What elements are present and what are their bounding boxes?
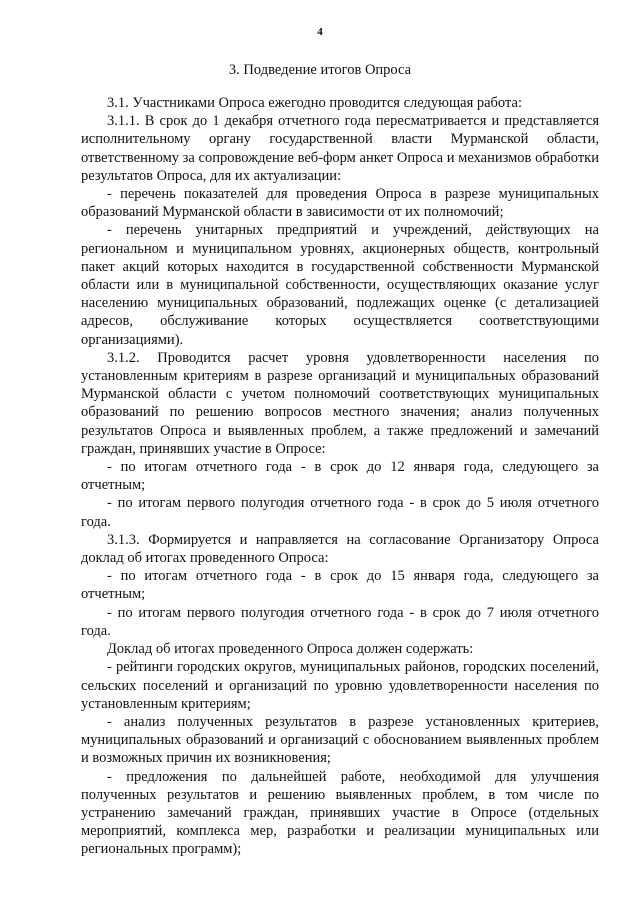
list-item: - перечень унитарных предприятий и учреждений, действующих на региональном и муниципальном уровнях, акционерных обществ, контрольный пакет акций которых находится в государственной собственности Мурманской области или в муниципальной собственности, осуществляющих оказание услуг населению муниципальных образований, подлежащих оценке (с детализацией адресов, обслуживание которых осуществляется соответствующими организациями).	[81, 222, 599, 348]
page-number: 4	[317, 26, 323, 38]
list-item: - предложения по дальнейшей работе, необходимой для улучшения полученных результатов и решению выявленных проблем, в том числе по устранению замечаний граждан, принявших участие в Опросе (отдельных мероприятий, комплекса мер, разработки и реализации муниципальных или региональных программ);	[81, 768, 599, 858]
paragraph-3-1-2: 3.1.2. Проводится расчет уровня удовлетворенности населения по установленным критериям в разрезе организаций и муниципальных образований Мурманской области с учетом полномочий соответствующих муниципальных образований по решению вопросов местного значения; анализ полученных результатов Опроса и выявленных проблем, а также предложений и замечаний граждан, принявших участие в Опросе:	[81, 349, 599, 457]
body-text	[81, 94, 599, 859]
list-item: - рейтинги городских округов, муниципальных районов, городских поселений, сельских поселений и организаций по уровню удовлетворенности населения по установленным критериям;	[81, 659, 599, 712]
list-item: - анализ полученных результатов в разрезе установленных критериев, муниципальных образований и организаций с обоснованием выявленных проблем и возможных причин их возникновения;	[81, 713, 599, 767]
list-item: - по итогам первого полугодия отчетного года - в срок до 7 июля отчетного года.	[81, 604, 599, 639]
report-contents-intro: Доклад об итогах проведенного Опроса должен содержать:	[107, 641, 474, 658]
section-title: 3. Подведение итогов Опроса	[228, 62, 412, 78]
list-item: - по итогам отчетного года - в срок до 15 января года, следующего за отчетным;	[81, 568, 599, 603]
paragraph-3-1-1: 3.1.1. В срок до 1 декабря отчетного года пересматривается и представляется исполнительному органу государственной власти Мурманской области, ответственному за сопровождение веб-форм анкет Опроса и механизмов обработки результатов Опроса, для их актуализации:	[81, 113, 599, 184]
paragraph-3-1: 3.1. Участниками Опроса ежегодно проводится следующая работа:	[107, 95, 522, 111]
paragraph-3-1-3: 3.1.3. Формируется и направляется на согласование Организатору Опроса доклад об итогах проведенного Опроса:	[81, 531, 599, 567]
list-item: - перечень показателей для проведения Опроса в разрезе муниципальных образований Мурманской области в зависимости от их полномочий;	[81, 186, 599, 221]
list-item: - по итогам первого полугодия отчетного года - в срок до 5 июля отчетного года.	[81, 495, 599, 530]
list-item: - по итогам отчетного года - в срок до 12 января года, следующего за отчетным;	[81, 459, 599, 494]
